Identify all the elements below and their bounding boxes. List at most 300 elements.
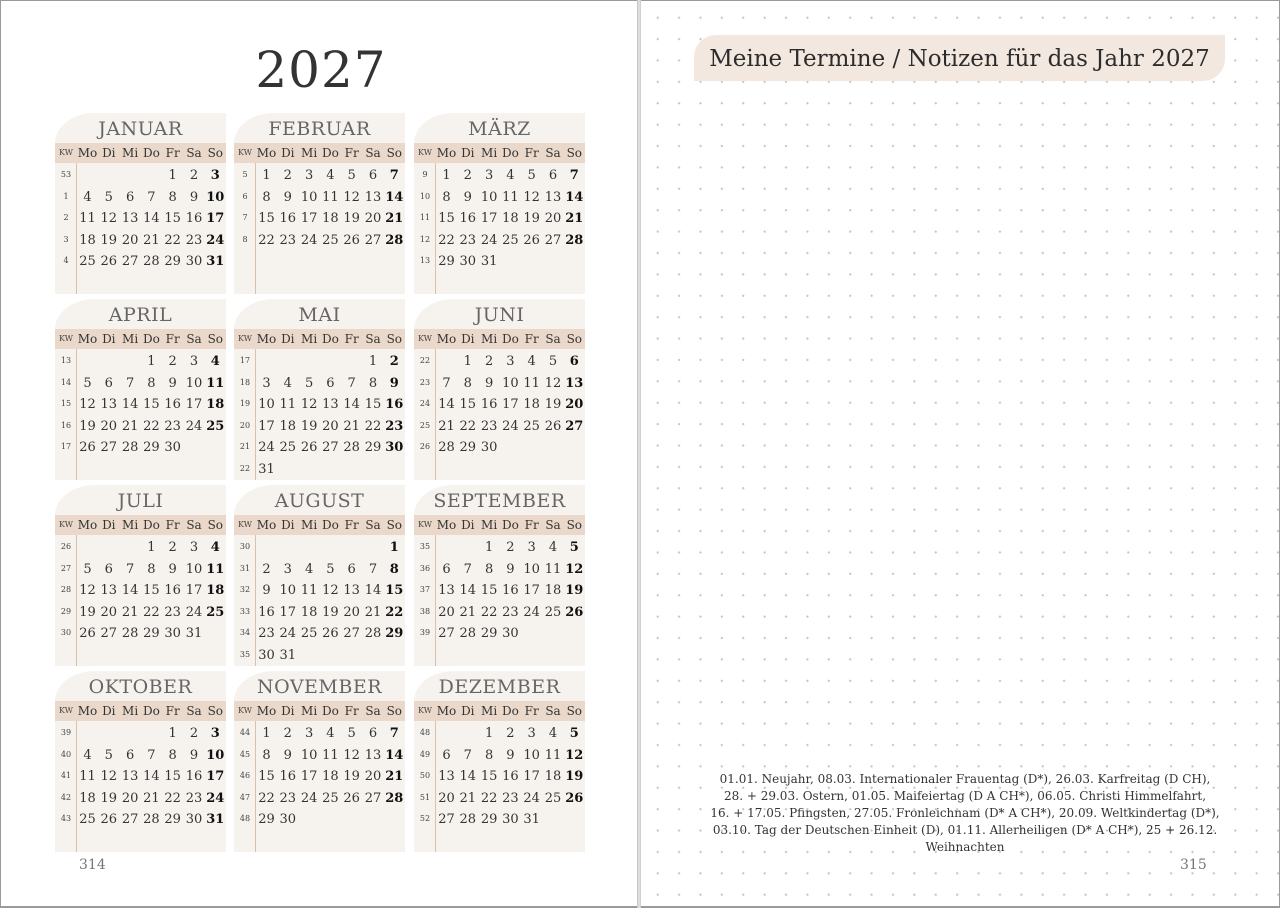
day-number: 23 — [164, 418, 181, 434]
weekday-label: So — [566, 146, 583, 160]
day-number: 6 — [442, 747, 451, 763]
day-number: 12 — [565, 561, 584, 577]
day-number: 30 — [258, 647, 275, 663]
day-number: 21 — [143, 790, 160, 806]
day-number: 7 — [463, 561, 472, 577]
page-number-left: 314 — [79, 857, 106, 873]
day-number: 29 — [258, 812, 275, 827]
day-number: 25 — [79, 254, 96, 269]
day-number: 12 — [565, 747, 584, 763]
weekday-label: Mi — [301, 704, 318, 718]
day-number: 23 — [502, 604, 519, 620]
weekday-label: So — [207, 518, 224, 532]
day-number: 27 — [364, 790, 382, 806]
week-number: 11 — [419, 213, 431, 222]
day-number: 26 — [544, 418, 562, 434]
day-number: 17 — [300, 769, 318, 784]
kw-label: KW — [418, 706, 432, 715]
week-number: 22 — [239, 463, 251, 473]
kw-divider — [435, 721, 436, 852]
weekday-label: Sa — [545, 704, 561, 718]
day-number: 15 — [438, 211, 455, 226]
weekday-label: Mo — [436, 518, 457, 532]
day-number: 7 — [569, 168, 579, 183]
weekday-label: Di — [461, 518, 475, 532]
day-number: 16 — [480, 397, 498, 412]
day-number: 10 — [279, 583, 297, 598]
weekday-label: Mo — [436, 146, 457, 160]
day-number: 13 — [100, 583, 118, 598]
day-number: 27 — [121, 812, 139, 827]
day-number: 5 — [304, 375, 314, 391]
day-number: 14 — [364, 583, 382, 598]
day-number: 3 — [262, 375, 271, 391]
day-number: 11 — [206, 375, 225, 391]
day-number: 11 — [300, 583, 318, 598]
day-number: 1 — [147, 354, 156, 369]
weekday-label: Mo — [77, 332, 98, 346]
day-number: 6 — [442, 561, 451, 577]
day-number: 29 — [164, 812, 181, 827]
day-number: 21 — [343, 418, 360, 434]
day-number: 17 — [206, 769, 225, 784]
weekday-label: Do — [501, 146, 519, 160]
day-number: 14 — [459, 769, 477, 784]
weekday-label: Sa — [186, 518, 202, 532]
day-number: 28 — [364, 626, 382, 641]
left-page — [1, 1, 637, 906]
weekday-label: So — [566, 518, 583, 532]
weekday-header — [234, 329, 405, 349]
kw-label: KW — [418, 148, 432, 157]
week-number: 14 — [60, 377, 72, 387]
month-calendar — [55, 485, 226, 666]
day-number: 9 — [168, 561, 177, 577]
day-number: 22 — [143, 604, 160, 620]
week-number: 45 — [239, 749, 251, 759]
week-number: 2 — [63, 213, 69, 222]
weekday-label: Fr — [524, 704, 539, 718]
weekday-label: Do — [321, 518, 339, 532]
day-number: 10 — [300, 747, 318, 763]
day-number: 27 — [121, 254, 139, 269]
day-number: 28 — [565, 232, 584, 248]
day-number: 26 — [565, 790, 584, 806]
day-number: 25 — [206, 418, 225, 434]
day-number: 4 — [506, 168, 515, 183]
weekday-label: So — [207, 332, 224, 346]
day-number: 20 — [364, 211, 382, 226]
day-number: 27 — [544, 232, 562, 248]
weekday-label: Di — [281, 704, 295, 718]
weekday-label: Sa — [365, 518, 381, 532]
day-number: 13 — [438, 769, 455, 784]
day-number: 29 — [438, 254, 455, 269]
month-name: NOVEMBER — [234, 671, 405, 701]
day-number: 28 — [143, 254, 160, 269]
day-number: 22 — [164, 232, 181, 248]
day-number: 29 — [364, 440, 382, 455]
week-number: 48 — [419, 728, 431, 737]
weekday-header — [414, 329, 585, 349]
weekday-label: Do — [142, 704, 160, 718]
day-number: 18 — [544, 769, 562, 784]
weekday-label: Mi — [122, 704, 139, 718]
day-number: 26 — [100, 254, 118, 269]
weekday-label: Di — [461, 332, 475, 346]
day-number: 20 — [438, 790, 455, 806]
day-number: 16 — [164, 397, 181, 412]
kw-label: KW — [238, 148, 252, 157]
day-number: 22 — [438, 232, 455, 248]
day-number: 17 — [502, 397, 519, 412]
day-number: 23 — [185, 790, 203, 806]
day-number: 25 — [79, 812, 96, 827]
day-number: 27 — [100, 440, 118, 455]
day-number: 18 — [300, 604, 318, 620]
day-number: 10 — [480, 189, 498, 205]
week-number: 30 — [239, 542, 251, 551]
day-number: 1 — [368, 354, 378, 369]
day-number: 4 — [548, 540, 558, 555]
day-number: 16 — [385, 397, 404, 412]
weekday-label: Di — [461, 704, 475, 718]
weekday-label: Do — [501, 332, 519, 346]
day-number: 14 — [438, 397, 455, 412]
day-number: 10 — [206, 189, 225, 205]
weekday-label: Mi — [122, 146, 139, 160]
day-number: 13 — [438, 583, 455, 598]
day-number: 21 — [121, 604, 139, 620]
day-number: 19 — [343, 769, 360, 784]
month-name: JANUAR — [55, 113, 226, 143]
day-number: 1 — [147, 540, 156, 555]
kw-label: KW — [238, 334, 252, 343]
day-number: 6 — [347, 561, 356, 577]
day-number: 21 — [385, 211, 404, 226]
day-number: 1 — [484, 540, 494, 555]
day-number: 5 — [569, 726, 579, 741]
week-number: 26 — [419, 442, 431, 451]
month-name: MAI — [234, 299, 405, 329]
day-number: 14 — [121, 583, 139, 598]
kw-label: KW — [59, 520, 73, 529]
day-number: 20 — [100, 418, 118, 434]
week-number: 44 — [239, 728, 251, 737]
month-calendar — [414, 485, 585, 666]
day-number: 4 — [548, 726, 558, 741]
day-number: 3 — [506, 354, 515, 369]
day-number: 19 — [79, 604, 96, 620]
day-number: 15 — [143, 583, 160, 598]
month-calendar — [414, 113, 585, 294]
day-number: 4 — [83, 747, 92, 763]
day-number: 10 — [523, 747, 540, 763]
right-page — [641, 1, 1279, 906]
day-number: 18 — [322, 211, 339, 226]
week-number: 6 — [242, 191, 248, 201]
day-number: 26 — [343, 790, 360, 806]
month-calendar — [55, 113, 226, 294]
day-number: 6 — [125, 747, 135, 763]
week-number: 35 — [419, 542, 431, 551]
holidays-line: 03.10. Tag der Deutschen Einheit (D), 01.11. Allerheiligen (D* A CH*), 25 + 26.12. Weihnachten — [712, 823, 1218, 854]
week-number: 20 — [239, 420, 251, 430]
day-number: 24 — [480, 232, 498, 248]
week-number: 26 — [60, 542, 72, 551]
week-number: 39 — [60, 728, 72, 737]
day-number: 16 — [164, 583, 181, 598]
day-number: 2 — [506, 726, 515, 741]
day-number: 26 — [343, 232, 360, 248]
month-name: MÄRZ — [414, 113, 585, 143]
day-number: 18 — [279, 418, 297, 434]
weekday-label: Di — [461, 146, 475, 160]
day-number: 17 — [279, 604, 297, 620]
month-calendar — [55, 299, 226, 480]
day-number: 26 — [322, 626, 339, 641]
day-number: 6 — [125, 189, 135, 205]
month-name: JULI — [55, 485, 226, 515]
day-number: 10 — [523, 561, 540, 577]
kw-divider — [76, 721, 77, 852]
weekday-label: Di — [102, 332, 116, 346]
day-number: 12 — [343, 189, 360, 205]
weekday-label: Fr — [524, 146, 539, 160]
day-number: 13 — [100, 397, 118, 412]
day-number: 25 — [206, 604, 225, 620]
day-number: 2 — [283, 726, 292, 741]
month-name: AUGUST — [234, 485, 405, 515]
day-number: 7 — [442, 375, 451, 391]
day-number: 18 — [206, 397, 225, 412]
day-number: 25 — [544, 604, 562, 620]
day-number: 3 — [283, 561, 292, 577]
day-number: 16 — [459, 211, 477, 226]
day-number: 13 — [364, 747, 382, 763]
day-number: 9 — [189, 747, 199, 763]
day-number: 27 — [100, 626, 118, 641]
day-number: 30 — [185, 254, 203, 269]
day-number: 20 — [438, 604, 455, 620]
weekday-label: So — [386, 332, 403, 346]
week-number: 33 — [239, 606, 251, 616]
day-number: 3 — [527, 540, 536, 555]
day-number: 31 — [185, 626, 203, 641]
weekday-label: Di — [281, 518, 295, 532]
day-number: 23 — [480, 418, 498, 434]
day-number: 26 — [300, 440, 318, 455]
day-number: 12 — [79, 397, 96, 412]
day-number: 4 — [210, 540, 220, 555]
day-number: 5 — [83, 561, 92, 577]
month-name: OKTOBER — [55, 671, 226, 701]
weekday-label: Mi — [481, 332, 498, 346]
day-number: 30 — [385, 440, 404, 455]
kw-divider — [255, 535, 256, 666]
day-number: 8 — [168, 189, 177, 205]
week-number: 24 — [419, 399, 431, 408]
month-calendar — [234, 671, 405, 852]
weekday-label: Do — [142, 146, 160, 160]
day-number: 8 — [442, 189, 451, 205]
day-number: 7 — [389, 726, 399, 741]
week-number: 29 — [60, 606, 72, 616]
week-number: 28 — [60, 585, 72, 594]
day-number: 27 — [343, 626, 360, 641]
day-number: 13 — [343, 583, 360, 598]
day-number: 10 — [185, 375, 203, 391]
day-number: 5 — [326, 561, 335, 577]
day-number: 30 — [164, 440, 181, 455]
day-number: 2 — [484, 354, 494, 369]
day-number: 17 — [185, 397, 203, 412]
day-number: 18 — [322, 769, 339, 784]
day-number: 19 — [322, 604, 339, 620]
day-number: 8 — [168, 747, 177, 763]
weekday-header — [55, 143, 226, 163]
day-number: 14 — [143, 211, 160, 226]
day-number: 18 — [79, 232, 96, 248]
weekday-label: Mo — [436, 332, 457, 346]
day-number: 19 — [544, 397, 562, 412]
week-number: 27 — [60, 563, 72, 573]
week-number: 46 — [239, 771, 251, 780]
day-number: 21 — [121, 418, 139, 434]
week-number: 10 — [419, 191, 431, 201]
weekday-label: Mo — [256, 146, 277, 160]
day-number: 16 — [502, 769, 519, 784]
day-number: 30 — [279, 812, 297, 827]
weekday-label: So — [566, 704, 583, 718]
weekday-label: Sa — [186, 332, 202, 346]
day-number: 24 — [185, 418, 203, 434]
day-number: 22 — [258, 232, 275, 248]
month-calendar — [234, 299, 405, 480]
month-calendar — [414, 671, 585, 852]
day-number: 1 — [168, 726, 177, 741]
day-number: 22 — [258, 790, 275, 806]
kw-divider — [255, 349, 256, 480]
day-number: 11 — [79, 211, 96, 226]
weekday-label: So — [207, 704, 224, 718]
day-number: 23 — [459, 232, 477, 248]
weekday-label: Fr — [344, 146, 359, 160]
day-number: 7 — [368, 561, 378, 577]
day-number: 4 — [326, 168, 335, 183]
day-number: 6 — [104, 375, 113, 391]
weekday-label: Fr — [344, 704, 359, 718]
day-number: 17 — [206, 211, 225, 226]
day-number: 31 — [258, 461, 275, 477]
day-number: 9 — [484, 375, 494, 391]
day-number: 18 — [523, 397, 540, 412]
day-number: 24 — [258, 440, 275, 455]
day-number: 9 — [283, 189, 292, 205]
day-number: 18 — [544, 583, 562, 598]
day-number: 24 — [523, 604, 540, 620]
kw-label: KW — [238, 706, 252, 715]
week-number: 22 — [419, 356, 431, 365]
day-number: 25 — [544, 790, 562, 806]
day-number: 30 — [480, 440, 498, 455]
day-number: 5 — [347, 726, 356, 741]
day-number: 26 — [79, 626, 96, 641]
day-number: 28 — [459, 812, 477, 827]
weekday-label: Sa — [186, 704, 202, 718]
day-number: 7 — [125, 561, 135, 577]
day-number: 25 — [322, 790, 339, 806]
day-number: 26 — [565, 604, 584, 620]
day-number: 24 — [502, 418, 519, 434]
day-number: 10 — [300, 189, 318, 205]
month-calendar — [414, 299, 585, 480]
day-number: 16 — [279, 769, 297, 784]
day-number: 28 — [385, 232, 404, 248]
day-number: 12 — [322, 583, 339, 598]
weekday-label: Mo — [77, 146, 98, 160]
day-number: 6 — [548, 168, 558, 183]
week-number: 13 — [419, 256, 431, 265]
day-number: 13 — [322, 397, 339, 412]
day-number: 25 — [523, 418, 540, 434]
month-calendar — [234, 485, 405, 666]
day-number: 17 — [300, 211, 318, 226]
weekday-label: So — [386, 704, 403, 718]
day-number: 1 — [262, 168, 271, 183]
day-number: 7 — [147, 747, 156, 763]
day-number: 25 — [502, 232, 519, 248]
day-number: 6 — [104, 561, 113, 577]
day-number: 15 — [164, 211, 181, 226]
kw-divider — [435, 535, 436, 666]
day-number: 20 — [343, 604, 360, 620]
day-number: 16 — [185, 211, 203, 226]
day-number: 24 — [206, 790, 225, 806]
weekday-header — [414, 143, 585, 163]
day-number: 14 — [459, 583, 477, 598]
day-number: 21 — [385, 769, 404, 784]
day-number: 12 — [343, 747, 360, 763]
day-number: 6 — [368, 726, 378, 741]
day-number: 7 — [389, 168, 399, 183]
day-number: 2 — [283, 168, 292, 183]
week-number: 49 — [419, 749, 431, 759]
holidays-line: 28. + 29.03. Ostern, 01.05. Maifeiertag (D A CH*), 06.05. Christi Himmelfahrt, — [723, 789, 1207, 803]
day-number: 8 — [484, 747, 494, 763]
week-number: 1 — [63, 191, 69, 201]
day-number: 24 — [185, 604, 203, 620]
weekday-label: Mo — [436, 704, 457, 718]
week-number: 51 — [419, 792, 431, 802]
week-number: 42 — [60, 792, 72, 802]
weekday-label: Mi — [301, 146, 318, 160]
day-number: 20 — [322, 418, 339, 434]
week-number: 38 — [419, 606, 431, 616]
day-number: 6 — [368, 168, 378, 183]
week-number: 4 — [63, 256, 69, 265]
day-number: 12 — [544, 375, 562, 391]
day-number: 20 — [544, 211, 562, 226]
day-number: 22 — [480, 790, 498, 806]
day-number: 4 — [326, 726, 335, 741]
day-number: 4 — [283, 375, 292, 391]
weekday-label: So — [386, 146, 403, 160]
day-number: 21 — [459, 790, 477, 806]
day-number: 21 — [364, 604, 382, 620]
day-number: 15 — [364, 397, 382, 412]
weekday-label: Mo — [77, 518, 98, 532]
